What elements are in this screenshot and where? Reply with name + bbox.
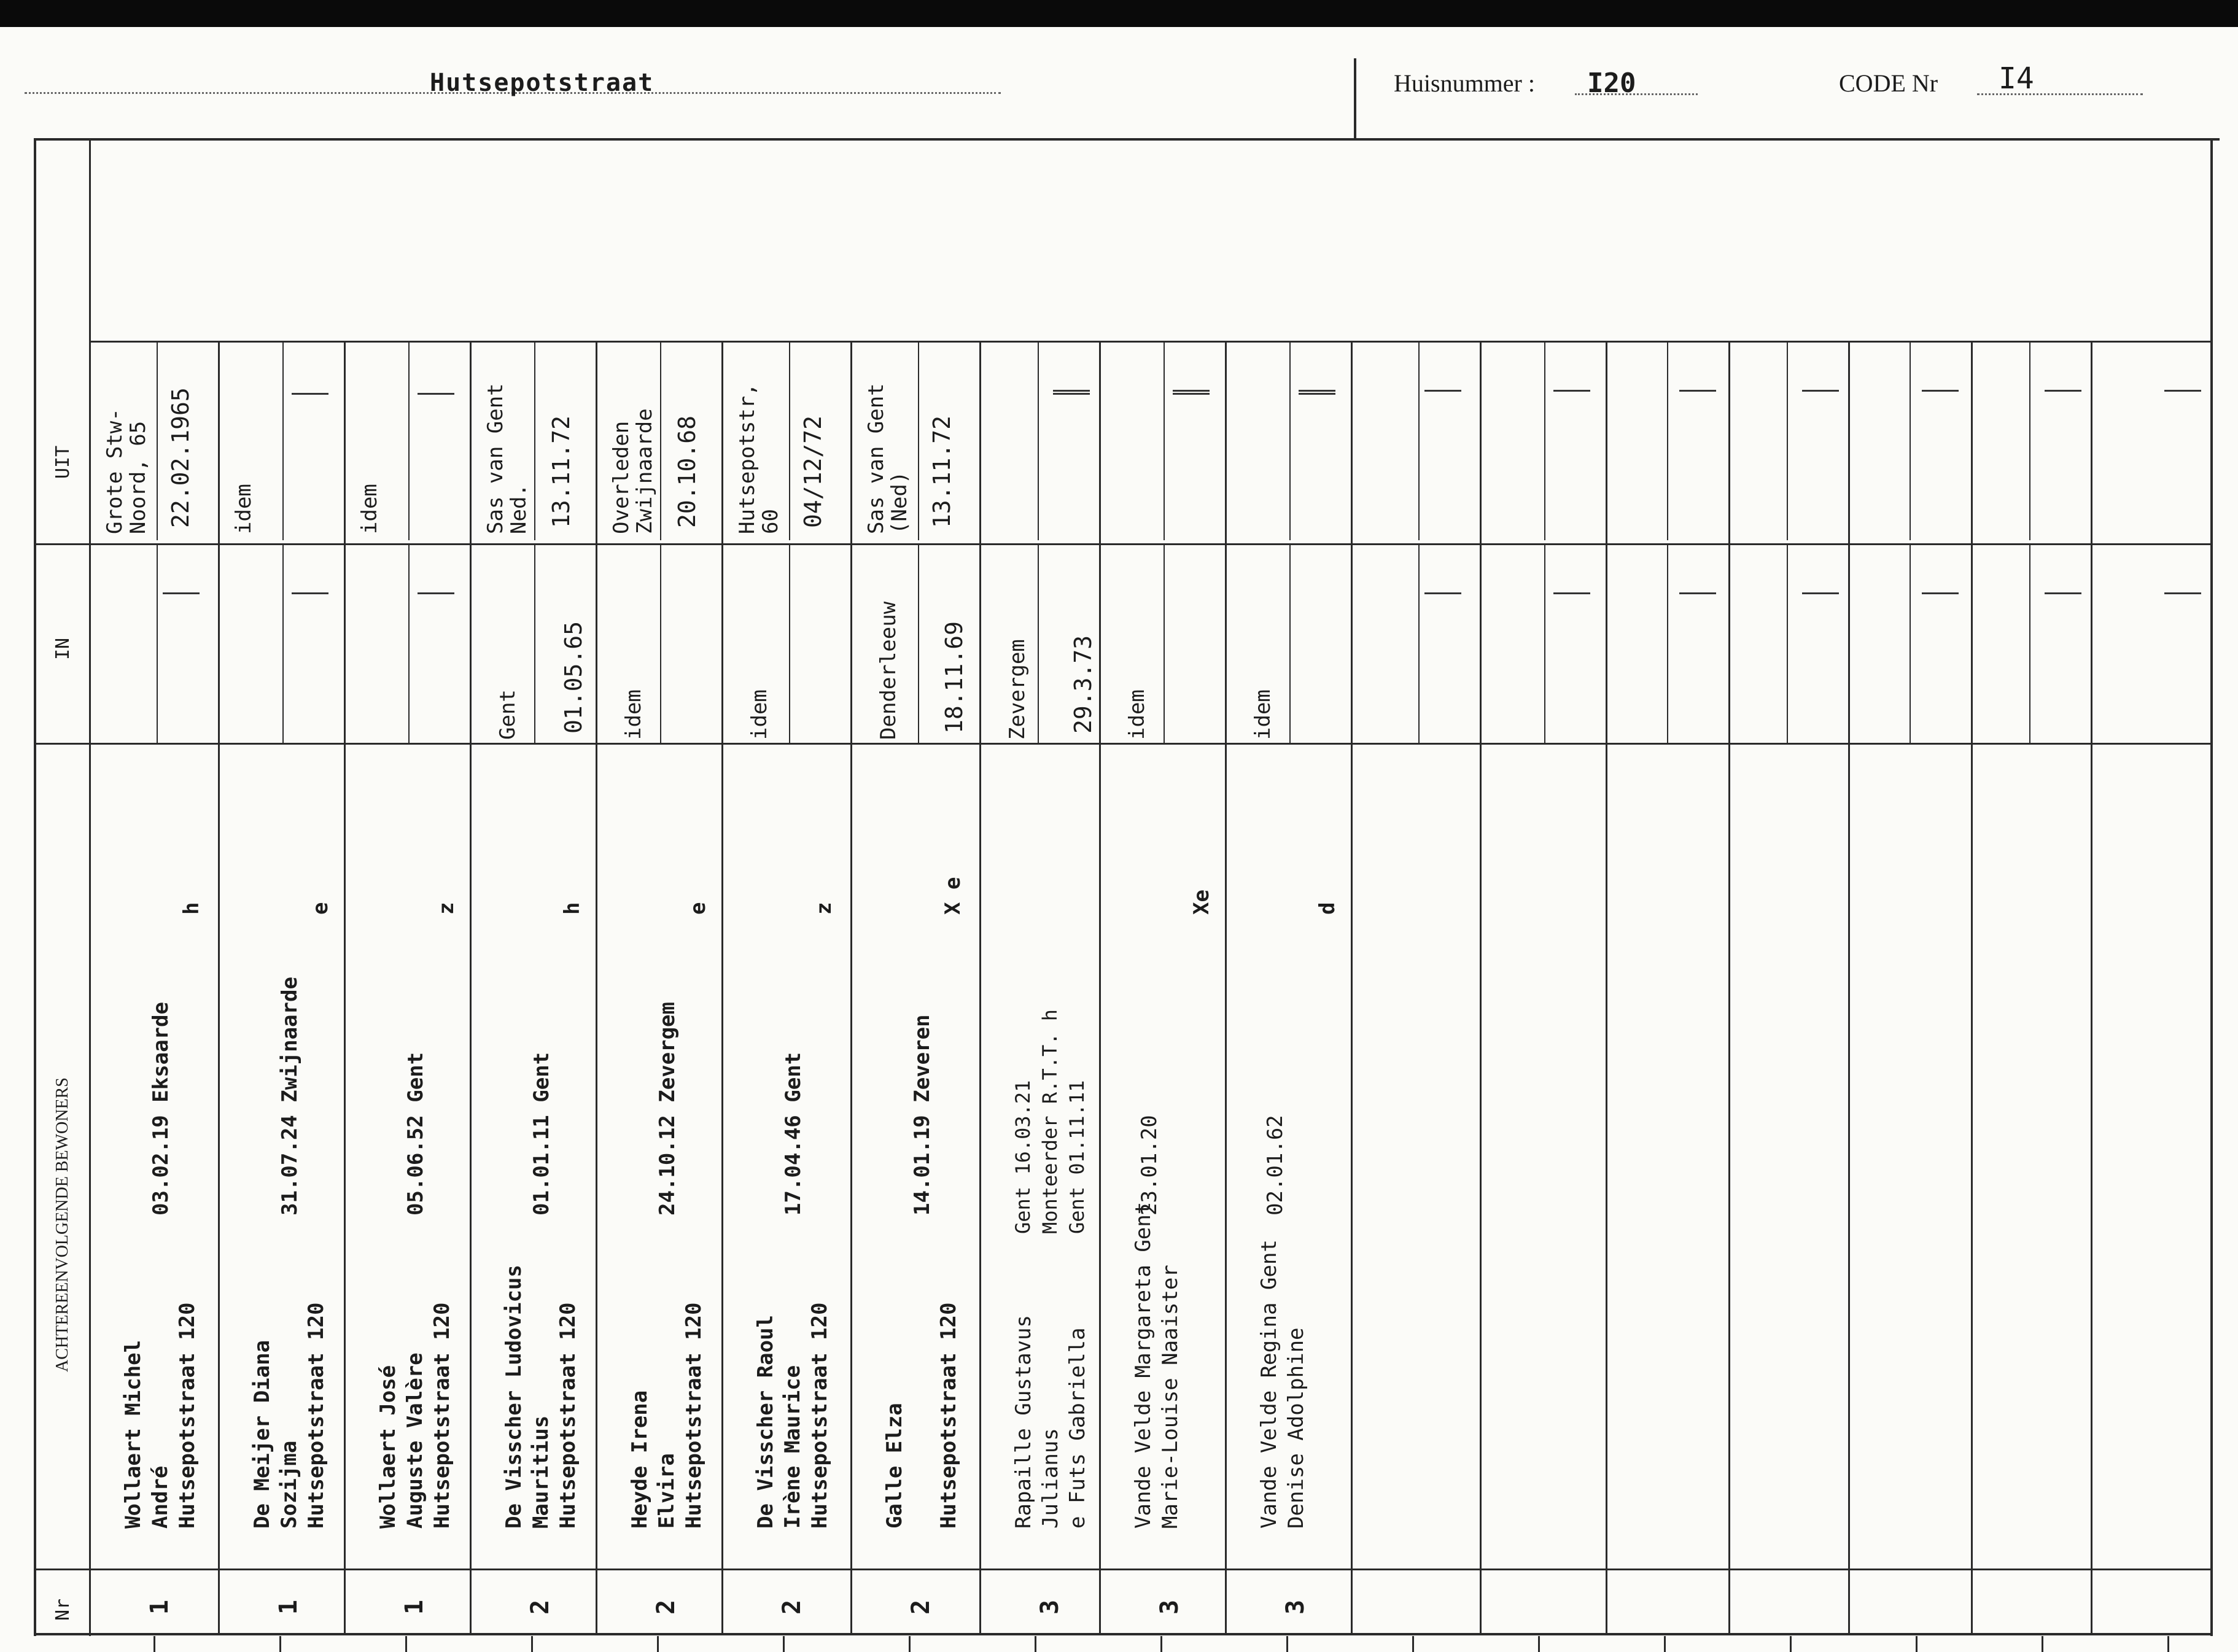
uit-header: UIT	[52, 445, 74, 479]
resident-name-line: André	[148, 1465, 173, 1529]
column-line	[1848, 341, 1850, 1633]
resident-name-line: Heyde Irena	[627, 1390, 652, 1529]
table-right-border	[2210, 138, 2213, 1636]
in-subdivider	[1787, 543, 1788, 743]
uit-subdivider	[1910, 341, 1911, 540]
uit-subdivider	[918, 341, 919, 540]
out-place-line: Overleden	[609, 421, 634, 534]
out-empty-dash	[1173, 393, 1210, 395]
column-line	[1099, 341, 1101, 1633]
out-place-line: idem	[357, 484, 382, 534]
status-mark: h	[179, 902, 204, 915]
in-subdivider	[789, 543, 790, 743]
bottom-tick	[2167, 1636, 2169, 1652]
in-date: 29.3.73	[1070, 635, 1097, 734]
resident-name-line: Hutsepotstraat 120	[430, 1302, 454, 1529]
out-empty-dash	[1424, 390, 1461, 392]
house-number-dotted-line	[1575, 93, 1698, 95]
in-empty-dash	[2045, 592, 2081, 594]
resident-name-line: Vande Velde Margareta Gent	[1131, 1201, 1156, 1529]
out-empty-dash	[292, 393, 328, 395]
in-subdivider	[660, 543, 661, 743]
header-column-border	[89, 138, 91, 1636]
bottom-tick	[1916, 1636, 1917, 1652]
birth-info: 01.01.11 Gent	[529, 1052, 554, 1216]
resident-name-line: Wollaert José	[376, 1365, 400, 1529]
resident-name-line: Hutsepotstraat 120	[556, 1302, 580, 1529]
resident-name-line: Julianus	[1038, 1428, 1063, 1529]
birth-info: 31.07.24 Zwijnaarde	[278, 977, 302, 1216]
in-place: Zevergem	[1005, 639, 1030, 740]
resident-name-line: Marie-Louise Naaister	[1158, 1265, 1183, 1529]
birth-info-line: Monteerder R.T.T. h	[1038, 1009, 1062, 1234]
out-place-line: 60	[758, 509, 783, 534]
row-number: 2	[778, 1599, 806, 1615]
out-empty-dash	[1053, 390, 1090, 392]
in-subdivider	[157, 543, 158, 743]
street-name: Hutsepotstraat	[430, 69, 655, 97]
birth-info-line: Gent 16.03.21	[1011, 1080, 1035, 1234]
bottom-tick	[1286, 1636, 1288, 1652]
resident-name-line: Sozijma	[277, 1440, 301, 1529]
out-empty-dash	[1299, 393, 1335, 395]
resident-name-line: Rapaille Gustavus	[1011, 1315, 1036, 1529]
out-place-line: Sas van Gent	[864, 383, 888, 534]
row-number: 1	[274, 1599, 303, 1615]
out-empty-dash	[418, 393, 454, 395]
resident-name-line: Irène Maurice	[780, 1365, 805, 1529]
in-empty-dash	[418, 592, 454, 594]
bottom-tick	[909, 1636, 911, 1652]
row-number: 2	[907, 1599, 935, 1615]
out-place-line: Hutsepotstr,	[735, 383, 760, 534]
birth-info: 24.10.12 Zevergem	[655, 1002, 680, 1216]
house-number-label: Huisnummer :	[1394, 69, 1535, 97]
resident-name-line: Hutsepotstraat 120	[807, 1302, 832, 1529]
birth-info: 23.01.20	[1137, 1115, 1162, 1216]
out-empty-dash	[1173, 390, 1210, 392]
row-number: 1	[400, 1599, 429, 1615]
bottom-tick	[1035, 1636, 1036, 1652]
resident-name-line: Hutsepotstraat 120	[304, 1302, 328, 1529]
in-empty-dash	[1424, 592, 1461, 594]
birth-info: 03.02.19 Eksaarde	[149, 1002, 173, 1216]
column-line	[850, 341, 852, 1633]
in-subdivider	[1667, 543, 1668, 743]
uit-subdivider	[1038, 341, 1039, 540]
table-left-border	[34, 138, 36, 1636]
in-empty-dash	[1922, 592, 1959, 594]
out-empty-dash	[1679, 390, 1716, 392]
column-line	[1971, 341, 1973, 1633]
bottom-tick	[405, 1636, 407, 1652]
in-subdivider	[534, 543, 535, 743]
row-number: 3	[1281, 1599, 1310, 1615]
in-place: Denderleeuw	[876, 601, 901, 740]
residents-header: ACHTEREENVOLGENDE BEWONERS	[53, 1077, 72, 1372]
resident-name-line: Vande Velde Regina Gent	[1257, 1239, 1281, 1529]
out-empty-dash	[2164, 390, 2201, 392]
column-line	[1728, 341, 1730, 1633]
out-empty-dash	[1299, 390, 1335, 392]
status-mark: Xe	[1189, 890, 1214, 915]
bottom-tick	[1538, 1636, 1540, 1652]
out-empty-dash	[1553, 390, 1590, 392]
status-mark: d	[1315, 902, 1340, 915]
in-subdivider	[282, 543, 284, 743]
status-mark: e	[308, 902, 333, 915]
out-place-line: Zwijnaarde	[632, 408, 657, 534]
in-subdivider	[1544, 543, 1545, 743]
birth-info: 14.01.19 Zeveren	[910, 1014, 934, 1216]
uit-subdivider	[534, 341, 535, 540]
uit-subdivider	[408, 341, 410, 540]
column-line	[344, 341, 346, 1633]
resident-name-line: Galle Elza	[882, 1403, 907, 1529]
resident-name-line: Elvira	[655, 1453, 679, 1529]
code-dotted-line	[1977, 93, 2143, 95]
resident-name-line: Auguste Valère	[403, 1352, 427, 1529]
uit-subdivider	[2029, 341, 2030, 540]
bottom-tick	[279, 1636, 281, 1652]
uit-subdivider	[157, 341, 158, 540]
uit-subdivider	[1787, 341, 1788, 540]
out-date: 20.10.68	[674, 415, 701, 528]
in-place: idem	[747, 689, 772, 740]
resident-name-line: Hutsepotstraat 120	[175, 1302, 200, 1529]
status-mark: h	[560, 902, 585, 915]
column-line	[1351, 341, 1353, 1633]
uit-top-line	[89, 341, 2210, 343]
in-date: 18.11.69	[941, 621, 968, 734]
column-line	[218, 341, 220, 1633]
table-bottom-border	[34, 1633, 2213, 1635]
in-empty-dash	[292, 592, 328, 594]
uit-subdivider	[1544, 341, 1545, 540]
in-subdivider	[1164, 543, 1165, 743]
uit-subdivider	[789, 341, 790, 540]
out-date: 22.02.1965	[167, 387, 194, 528]
house-number: I20	[1587, 68, 1636, 99]
code-label: CODE Nr	[1839, 69, 1938, 97]
out-empty-dash	[1802, 390, 1839, 392]
in-subdivider	[918, 543, 919, 743]
uit-subdivider	[282, 341, 284, 540]
out-empty-dash	[1053, 393, 1090, 395]
out-place-line: Ned.	[507, 484, 531, 534]
uit-subdivider	[1164, 341, 1165, 540]
bottom-tick	[657, 1636, 659, 1652]
nr-header: Nr	[52, 1598, 74, 1621]
column-line	[979, 341, 981, 1633]
in-header: IN	[52, 637, 74, 660]
resident-name-line: Hutsepotstraat 120	[682, 1302, 706, 1529]
nr-top-line	[34, 1569, 2210, 1570]
birth-info: 05.06.52 Gent	[403, 1052, 428, 1216]
column-line	[470, 341, 472, 1633]
in-date: 01.05.65	[560, 621, 587, 734]
out-place-line: Noord, 65	[126, 421, 150, 534]
column-line	[721, 341, 723, 1633]
row-number: 3	[1036, 1599, 1064, 1615]
resident-name-line: Hutsepotstraat 120	[936, 1302, 961, 1529]
resident-name-line: De Visscher Ludovicus	[502, 1265, 526, 1529]
resident-name-line: Wollaert Michel	[121, 1340, 146, 1529]
in-place: idem	[1125, 689, 1149, 740]
in-empty-dash	[1802, 592, 1839, 594]
birth-info: 02.01.62	[1263, 1115, 1288, 1216]
status-mark: e	[686, 902, 710, 915]
out-place-line: (Ned)	[887, 471, 912, 534]
in-place: Gent	[495, 689, 520, 740]
bottom-tick	[2042, 1636, 2043, 1652]
in-top-line	[34, 543, 2210, 545]
uit-subdivider	[1289, 341, 1291, 540]
resident-name-line: Mauritius	[529, 1415, 553, 1529]
column-line	[1606, 341, 1607, 1633]
in-empty-dash	[1679, 592, 1716, 594]
in-place: idem	[1251, 689, 1275, 740]
birth-info-line: Gent 01.11.11	[1065, 1080, 1089, 1234]
column-line	[596, 341, 597, 1633]
in-empty-dash	[163, 592, 200, 594]
in-place: idem	[621, 689, 646, 740]
in-subdivider	[1910, 543, 1911, 743]
birth-info: 17.04.46 Gent	[781, 1052, 806, 1216]
out-place-line: idem	[231, 484, 256, 534]
resident-name-line: De Visscher Raoul	[753, 1315, 778, 1529]
in-empty-dash	[1553, 592, 1590, 594]
in-subdivider	[1038, 543, 1039, 743]
row-number: 2	[652, 1599, 680, 1615]
row-number: 2	[526, 1599, 554, 1615]
bottom-tick	[531, 1636, 533, 1652]
row-number: 1	[146, 1599, 174, 1615]
status-mark: z	[812, 902, 836, 915]
uit-subdivider	[1418, 341, 1420, 540]
bottom-tick	[153, 1636, 155, 1652]
residents-top-line	[34, 743, 2210, 745]
column-line	[1480, 341, 1482, 1633]
uit-subdivider	[1667, 341, 1668, 540]
out-place-line: Sas van Gent	[483, 383, 508, 534]
resident-name-line: Denise Adolphine	[1284, 1327, 1308, 1529]
in-subdivider	[1289, 543, 1291, 743]
bottom-tick	[1160, 1636, 1162, 1652]
out-date: 13.11.72	[548, 415, 575, 528]
bottom-tick	[1412, 1636, 1414, 1652]
resident-name-line: De Meijer Diana	[250, 1340, 274, 1529]
out-date: 04/12/72	[799, 415, 826, 528]
bottom-tick	[783, 1636, 785, 1652]
in-subdivider	[2029, 543, 2030, 743]
uit-subdivider	[660, 341, 661, 540]
in-empty-dash	[2164, 592, 2201, 594]
out-date: 13.11.72	[928, 415, 955, 528]
bottom-tick	[1790, 1636, 1792, 1652]
in-subdivider	[1418, 543, 1420, 743]
header-divider	[1354, 58, 1356, 138]
resident-name-line: e Futs Gabriella	[1065, 1327, 1090, 1529]
out-place-line: Grote Stw-	[103, 408, 127, 534]
status-mark: z	[434, 902, 459, 915]
out-empty-dash	[1922, 390, 1959, 392]
column-line	[1225, 341, 1227, 1633]
out-empty-dash	[2045, 390, 2081, 392]
code-number: I4	[1999, 61, 2034, 96]
bottom-tick	[1664, 1636, 1666, 1652]
column-line	[2091, 341, 2092, 1633]
table-top-border	[34, 138, 2220, 141]
status-mark: X e	[941, 877, 965, 915]
row-number: 3	[1156, 1599, 1184, 1615]
in-subdivider	[408, 543, 410, 743]
scan-top-edge	[0, 0, 2238, 27]
